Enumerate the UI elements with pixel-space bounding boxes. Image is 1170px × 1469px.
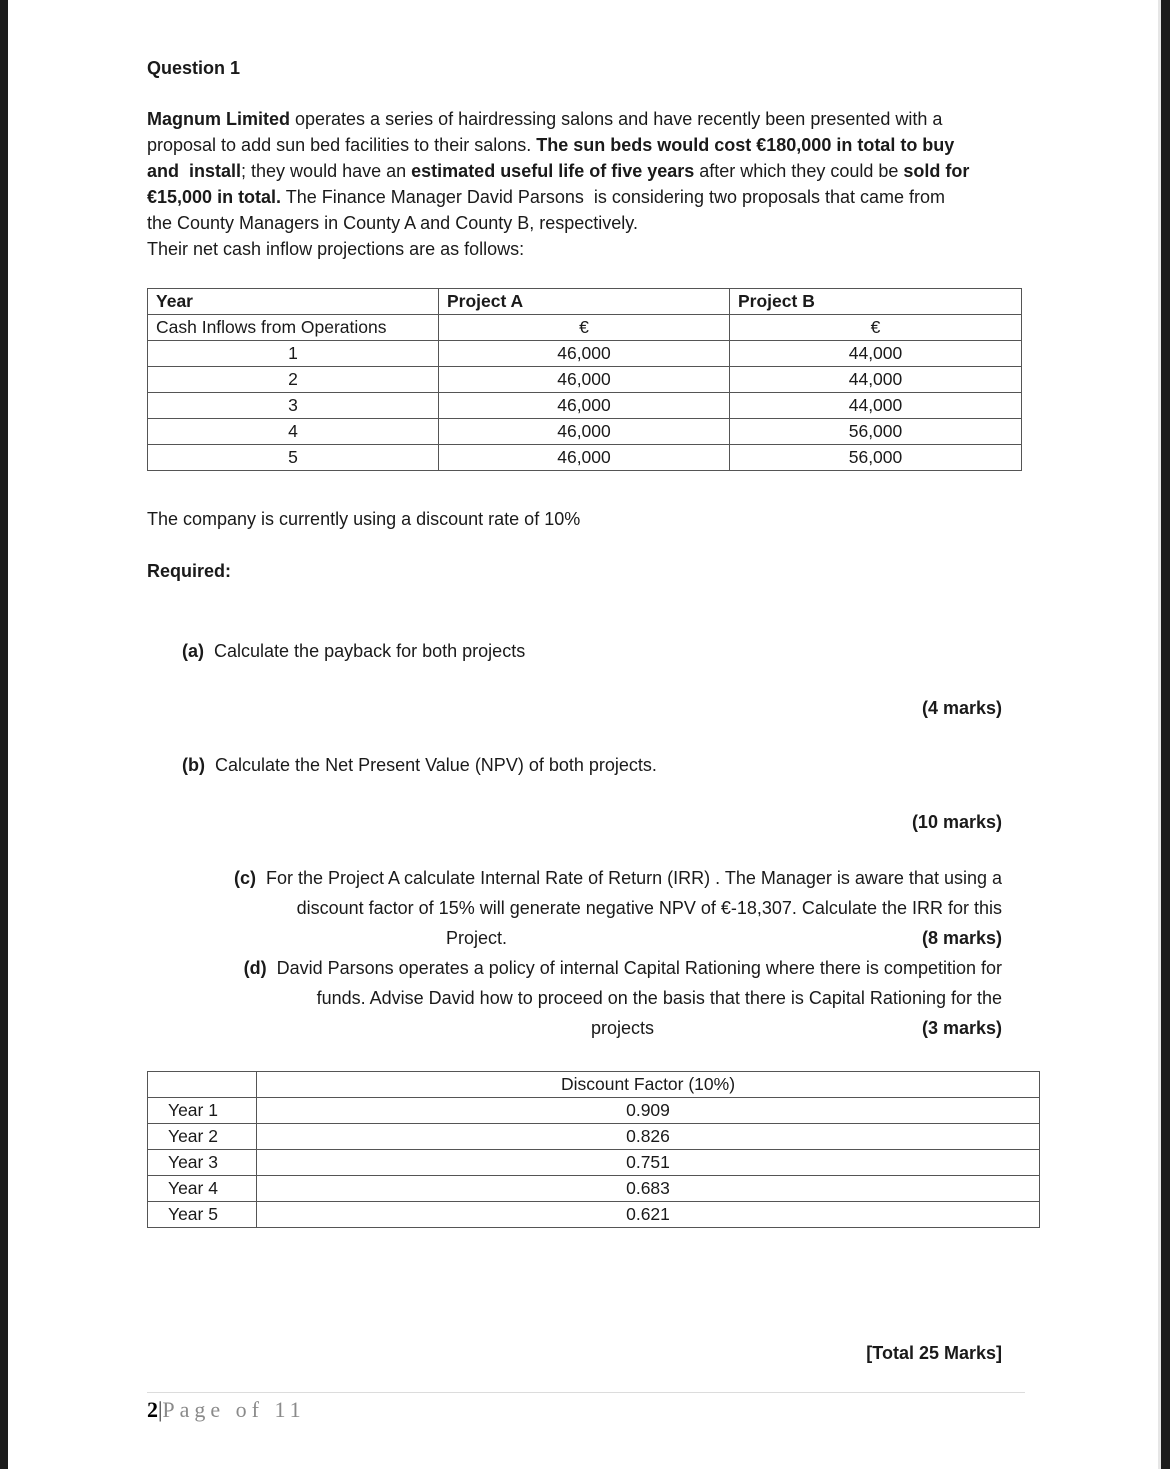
year-cell: 1	[148, 341, 439, 367]
part-c-label: (c)	[233, 868, 256, 888]
table-row	[148, 1124, 1040, 1150]
year-cell: Year 1	[148, 1098, 257, 1124]
subheader-label: Cash Inflows from Operations	[148, 315, 439, 341]
cost-highlight: The sun beds would cost €180,000 in total to buy	[536, 135, 955, 155]
year-cell: 4	[148, 419, 439, 445]
intro-text: The Finance Manager David Parsons is considering two proposals that came from	[281, 187, 946, 207]
part-b-marks: (10 marks)	[911, 812, 1002, 832]
salvage-highlight: €15,000 in total.	[147, 187, 282, 207]
part-c-marks: (8 marks)	[921, 928, 1002, 948]
header-year: Year	[148, 289, 439, 315]
page-footer	[147, 1397, 306, 1423]
company-name: Magnum Limited	[147, 109, 290, 129]
year-cell: 5	[148, 445, 439, 471]
part-a-label: (a)	[182, 641, 204, 661]
year-cell: Year 3	[148, 1150, 257, 1176]
viewer-right-edge	[1161, 0, 1170, 1469]
footer-divider	[147, 1392, 1025, 1393]
page-label: Page of 11	[162, 1397, 306, 1422]
part-a	[182, 638, 525, 664]
table-row	[148, 445, 1022, 471]
project-b-cell: 56,000	[730, 419, 1022, 445]
required-label: Required:	[147, 561, 232, 581]
install-highlight: and install	[147, 161, 242, 181]
year-cell: Year 2	[148, 1124, 257, 1150]
intro-line-3	[147, 158, 1022, 184]
sold-highlight: sold for	[903, 161, 970, 181]
part-d-marks: (3 marks)	[921, 1018, 1002, 1038]
intro-text: operates a series of hairdressing salons and have recently been presented with a	[290, 109, 943, 129]
intro-text: proposal to add sun bed facilities to their salons.	[147, 135, 537, 155]
part-a-text: Calculate the payback for both projects	[214, 641, 526, 661]
part-a-marks: (4 marks)	[921, 698, 1002, 718]
factor-cell: 0.826	[257, 1124, 1040, 1150]
currency-a: €	[439, 315, 730, 341]
table-row	[148, 1176, 1040, 1202]
intro-line-2	[147, 132, 1022, 158]
project-b-cell: 56,000	[730, 445, 1022, 471]
part-d-line-3: projects	[591, 1018, 655, 1038]
year-cell: Year 5	[148, 1202, 257, 1228]
project-a-cell: 46,000	[439, 367, 730, 393]
footer-separator: |	[158, 1397, 163, 1422]
total-marks: [Total 25 Marks]	[866, 1343, 1002, 1363]
part-d-line-2: funds. Advise David how to proceed on the basis that there is Capital Rationing for the	[316, 988, 1002, 1008]
header-project-a: Project A	[439, 289, 730, 315]
year-cell: 2	[148, 367, 439, 393]
factor-cell: 0.683	[257, 1176, 1040, 1202]
useful-life-highlight: estimated useful life of five years	[411, 161, 695, 181]
project-a-cell: 46,000	[439, 419, 730, 445]
part-d	[244, 953, 1002, 1013]
year-cell: Year 4	[148, 1176, 257, 1202]
table-row	[148, 367, 1022, 393]
table-header-row	[148, 289, 1022, 315]
project-a-cell: 46,000	[439, 445, 730, 471]
part-d-line-1	[244, 953, 1002, 983]
discount-factor-header: Discount Factor (10%)	[257, 1072, 1040, 1098]
project-a-cell: 46,000	[439, 341, 730, 367]
question-title: Question 1	[147, 58, 241, 78]
table-row	[148, 1098, 1040, 1124]
intro-text: after which they could be	[694, 161, 904, 181]
intro-paragraph	[147, 106, 1022, 262]
project-a-cell: 46,000	[439, 393, 730, 419]
part-d-label: (d)	[243, 958, 267, 978]
intro-text: ; they would have an	[241, 161, 412, 181]
part-b-text: Calculate the Net Present Value (NPV) of both projects.	[215, 755, 657, 775]
project-b-cell: 44,000	[730, 393, 1022, 419]
discount-factor-table	[147, 1071, 1040, 1228]
factor-cell: 0.909	[257, 1098, 1040, 1124]
project-b-cell: 44,000	[730, 341, 1022, 367]
currency-b: €	[730, 315, 1022, 341]
intro-line-5: the County Managers in County A and County B, respectively.	[147, 213, 638, 233]
part-c	[234, 863, 1002, 923]
part-c-text: For the Project A calculate Internal Rate of Return (IRR) . The Manager is aware that using a	[265, 868, 1002, 888]
intro-line-4	[147, 184, 1022, 210]
table-header-row	[148, 1072, 1040, 1098]
table-subheader-row	[148, 315, 1022, 341]
empty-header-cell	[148, 1072, 257, 1098]
year-cell: 3	[148, 393, 439, 419]
part-d-text: David Parsons operates a policy of internal Capital Rationing where there is competition for	[276, 958, 1002, 978]
table-row	[148, 341, 1022, 367]
table-row	[148, 419, 1022, 445]
part-c-line-1	[234, 863, 1002, 893]
part-c-line-3: Project.	[446, 928, 508, 948]
factor-cell: 0.751	[257, 1150, 1040, 1176]
part-c-line-2: discount factor of 15% will generate negative NPV of €-18,307. Calculate the IRR for this	[296, 898, 1002, 918]
table-row	[148, 1202, 1040, 1228]
intro-line-1	[147, 106, 1022, 132]
factor-cell: 0.621	[257, 1202, 1040, 1228]
project-b-cell: 44,000	[730, 367, 1022, 393]
intro-line-6: Their net cash inflow projections are as follows:	[147, 239, 525, 259]
page-number: 2	[147, 1397, 158, 1422]
cash-flow-table	[147, 288, 1022, 471]
table-row	[148, 1150, 1040, 1176]
discount-rate-note: The company is currently using a discount rate of 10%	[147, 509, 581, 529]
table-row	[148, 393, 1022, 419]
part-b	[182, 752, 657, 778]
header-project-b: Project B	[730, 289, 1022, 315]
part-b-label: (b)	[182, 755, 205, 775]
